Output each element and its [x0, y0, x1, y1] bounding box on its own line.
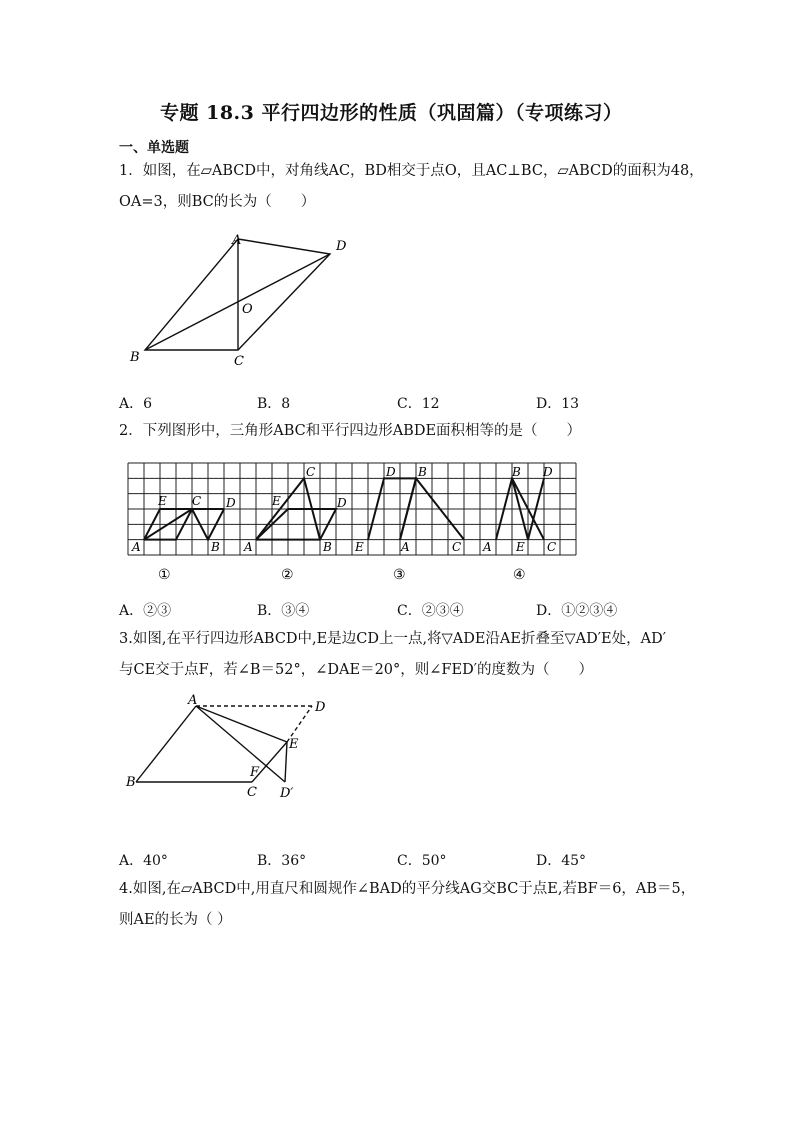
q2-f2-label-d: D: [337, 496, 347, 510]
q3-option-d[interactable]: D．45°: [536, 853, 587, 869]
q3-label-f: F: [250, 765, 260, 780]
q1-option-b[interactable]: B．8: [257, 396, 291, 412]
q2-f4-label-e: E: [516, 540, 525, 554]
q3-label-c: C: [247, 785, 257, 800]
q2-f1-label-b: B: [211, 540, 220, 554]
q1-label-d: D: [336, 239, 347, 254]
q1-option-c[interactable]: C．12: [397, 396, 440, 412]
q2-f1-label-c: C: [192, 494, 202, 508]
q2-text-line1: 2．下列图形中，三角形ABC和平行四边形ABDE面积相等的是（ ）: [119, 423, 582, 439]
q2-fig-label-2: ②: [281, 567, 294, 583]
q2-f1-label-a: A: [132, 540, 141, 554]
q2-fig-label-3: ③: [393, 567, 406, 583]
q2-f3-label-b: B: [418, 465, 427, 479]
q1-text-line2: OA=3，则BC的长为（ ）: [119, 194, 316, 210]
q3-label-d: D: [315, 700, 326, 715]
q2-option-d[interactable]: D．①②③④: [536, 603, 618, 619]
q2-f4-label-a: A: [483, 540, 492, 554]
q2-f2-label-e: E: [272, 494, 281, 508]
q2-f4-label-d: D: [543, 465, 553, 479]
q2-f3-label-a: A: [401, 540, 410, 554]
q1-label-b: B: [130, 350, 140, 365]
q1-label-c: C: [234, 354, 244, 369]
q1-option-a[interactable]: A．6: [119, 396, 153, 412]
q2-f2-label-a: A: [244, 540, 253, 554]
q2-f3-label-c: C: [452, 540, 462, 554]
q2-f4-label-c: C: [547, 540, 557, 554]
section-heading: 一、单选题: [119, 140, 189, 156]
q2-f3-label-d: D: [386, 465, 396, 479]
q2-option-b[interactable]: B．③④: [257, 603, 310, 619]
q2-option-a[interactable]: A．②③: [119, 603, 172, 619]
q2-fig-label-4: ④: [513, 567, 526, 583]
q3-label-d-prime: D′: [280, 786, 294, 801]
q3-text-line1: 3.如图,在平行四边形ABCD中,E是边CD上一点,将▽ADE沿AE折叠至▽AD′E处，AD′: [119, 631, 666, 647]
q4-text-line1: 4.如图,在▱ABCD中,用直尺和圆规作∠BAD的平分线AG交BC于点E,若BF＝6，AB＝5，: [119, 881, 696, 897]
q4-text-line2: 则AE的长为（ ）: [119, 912, 232, 928]
q3-segment-ed-prime: [285, 742, 287, 782]
q3-segment-ad-prime: [196, 706, 285, 782]
q2-f2-label-b: B: [323, 540, 332, 554]
q3-segment-ae: [196, 706, 287, 742]
q2-fig-label-1: ①: [158, 567, 171, 583]
q3-label-e: E: [289, 737, 299, 752]
q3-text-line2: 与CE交于点F，若∠B＝52°，∠DAE＝20°，则∠FED′的度数为（ ）: [119, 662, 593, 678]
q2-f4-label-b: B: [512, 465, 521, 479]
q3-option-c[interactable]: C．50°: [397, 853, 447, 869]
q2-option-c[interactable]: C．②③④: [397, 603, 464, 619]
q3-side-ab: [136, 706, 196, 782]
q3-label-a: A: [188, 693, 198, 708]
q2-f1-label-d: D: [226, 496, 236, 510]
q1-label-o: O: [242, 302, 253, 317]
q1-text-line1: 1．如图，在▱ABCD中，对角线AC，BD相交于点O，且AC⊥BC，▱ABCD的面积为48，: [119, 163, 704, 179]
q2-f3-label-e: E: [355, 540, 364, 554]
q1-option-d[interactable]: D．13: [536, 396, 580, 412]
q3-fold-figure: [120, 690, 350, 810]
q3-label-b: B: [126, 775, 136, 790]
page-title: 专题 18.3 平行四边形的性质（巩固篇）（专项练习）: [160, 102, 623, 124]
q3-option-a[interactable]: A．40°: [119, 853, 168, 869]
q3-option-b[interactable]: B．36°: [257, 853, 307, 869]
q1-label-a: A: [232, 233, 242, 248]
q1-parallelogram-figure: [120, 228, 370, 373]
q2-f1-label-e: E: [158, 494, 167, 508]
q2-grid-figure: [120, 455, 580, 585]
q2-f2-label-c: C: [306, 465, 316, 479]
